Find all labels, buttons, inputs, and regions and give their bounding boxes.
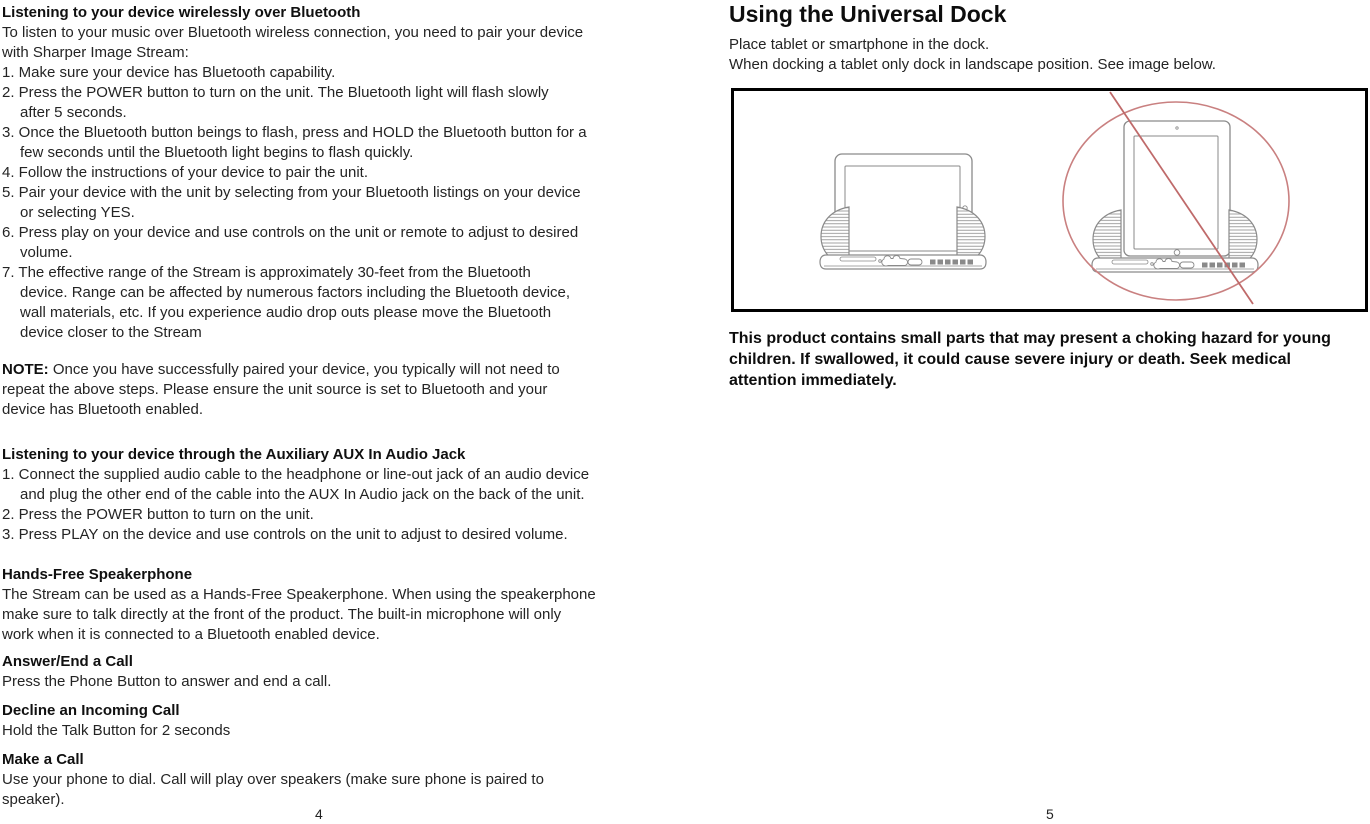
text-line: Listening to your device wirelessly over Bluetooth: [2, 4, 361, 21]
make-call-heading: [2, 750, 657, 770]
aux-steps: [2, 465, 657, 545]
text-line: wall materials, etc. If you experience audio drop outs please move the Bluetooth: [20, 304, 552, 321]
text-line: device closer to the Stream: [20, 324, 202, 341]
tablet-docked-landscape: [820, 154, 986, 269]
bluetooth-steps: [2, 63, 657, 343]
answer-call-text: [2, 672, 657, 692]
text-line: 2. Press the POWER button to turn on the unit. The Bluetooth light will flash slowly: [2, 84, 549, 101]
text-line: Hands-Free Speakerphone: [2, 566, 193, 583]
note-paragraph: [2, 360, 657, 420]
speakerphone-paragraph: [2, 585, 657, 645]
page-4-column: [2, 3, 657, 810]
text-line: or selecting YES.: [20, 204, 135, 221]
decline-call-text: [2, 721, 657, 741]
bluetooth-intro: [2, 23, 657, 63]
text-line: Answer/End a Call: [2, 653, 133, 670]
text-line: Decline an Incoming Call: [2, 702, 180, 719]
text-line: 6. Press play on your device and use controls on the unit or remote to adjust to desired: [2, 224, 579, 241]
text-line: Hold the Talk Button for 2 seconds: [2, 722, 231, 739]
text-line: Make a Call: [2, 751, 84, 768]
text-line: Press the Phone Button to answer and end a call.: [2, 673, 332, 690]
dock-figure-art: [734, 91, 1365, 309]
text-line: device has Bluetooth enabled.: [2, 401, 203, 418]
intro-line: When docking a tablet only dock in landscape position. See image below.: [729, 56, 1216, 73]
text-line: 2. Press the POWER button to turn on the unit.: [2, 506, 314, 523]
decline-call-heading: [2, 701, 657, 721]
text-line: volume.: [20, 244, 73, 261]
text-line: Listening to your device through the Auxiliary AUX In Audio Jack: [2, 446, 466, 463]
text-line: with Sharper Image Stream:: [2, 44, 189, 61]
text-line: Use your phone to dial. Call will play over speakers (make sure phone is paired to: [2, 771, 544, 788]
text-line: To listen to your music over Bluetooth wireless connection, you need to pair your device: [2, 24, 584, 41]
text-line: work when it is connected to a Bluetooth enabled device.: [2, 626, 380, 643]
text-line: 3. Once the Bluetooth button beings to flash, press and HOLD the Bluetooth button for a: [2, 124, 587, 141]
choking-hazard-warning: [729, 328, 1370, 391]
aux-section-heading: [2, 445, 657, 465]
text-line: repeat the above steps. Please ensure the unit source is set to Bluetooth and your: [2, 381, 548, 398]
speakerphone-heading: [2, 565, 657, 585]
text-line: device. Range can be affected by numerous factors including the Bluetooth device,: [20, 284, 571, 301]
tablet-docked-portrait: [1092, 121, 1258, 272]
text-line: after 5 seconds.: [20, 104, 127, 121]
bluetooth-section-heading: [2, 3, 657, 23]
warning-line: attention immediately.: [729, 372, 897, 389]
text-line: few seconds until the Bluetooth light begins to flash quickly.: [20, 144, 414, 161]
text-line: 5. Pair your device with the unit by selecting from your Bluetooth listings on your device: [2, 184, 581, 201]
make-call-text: [2, 770, 657, 810]
warning-line: children. If swallowed, it could cause severe injury or death. Seek medical: [729, 351, 1291, 368]
text-line: NOTE: Once you have successfully paired your device, you typically will not need to: [2, 361, 560, 378]
text-line: 3. Press PLAY on the device and use controls on the unit to adjust to desired volume.: [2, 526, 568, 543]
page-5-column: [729, 0, 1370, 391]
text-line: The Stream can be used as a Hands-Free Speakerphone. When using the speakerphone: [2, 586, 596, 603]
text-line: and plug the other end of the cable into the AUX In Audio jack on the back of the unit.: [20, 486, 585, 503]
answer-call-heading: [2, 652, 657, 672]
page-number-4: 4: [315, 806, 323, 822]
text-line: make sure to talk directly at the front of the product. The built-in microphone will only: [2, 606, 562, 623]
text-line: 1. Make sure your device has Bluetooth capability.: [2, 64, 336, 81]
warning-line: This product contains small parts that may present a choking hazard for young: [729, 330, 1331, 347]
text-line: speaker).: [2, 791, 65, 808]
text-line: 4. Follow the instructions of your device to pair the unit.: [2, 164, 369, 181]
page-title: Using the Universal Dock: [729, 1, 1007, 27]
dock-figure: [731, 88, 1368, 312]
text-line: 1. Connect the supplied audio cable to the headphone or line-out jack of an audio device: [2, 466, 590, 483]
page-number-5: 5: [1046, 806, 1054, 822]
text-line: 7. The effective range of the Stream is approximately 30-feet from the Bluetooth: [2, 264, 531, 281]
intro-line: Place tablet or smartphone in the dock.: [729, 36, 990, 53]
